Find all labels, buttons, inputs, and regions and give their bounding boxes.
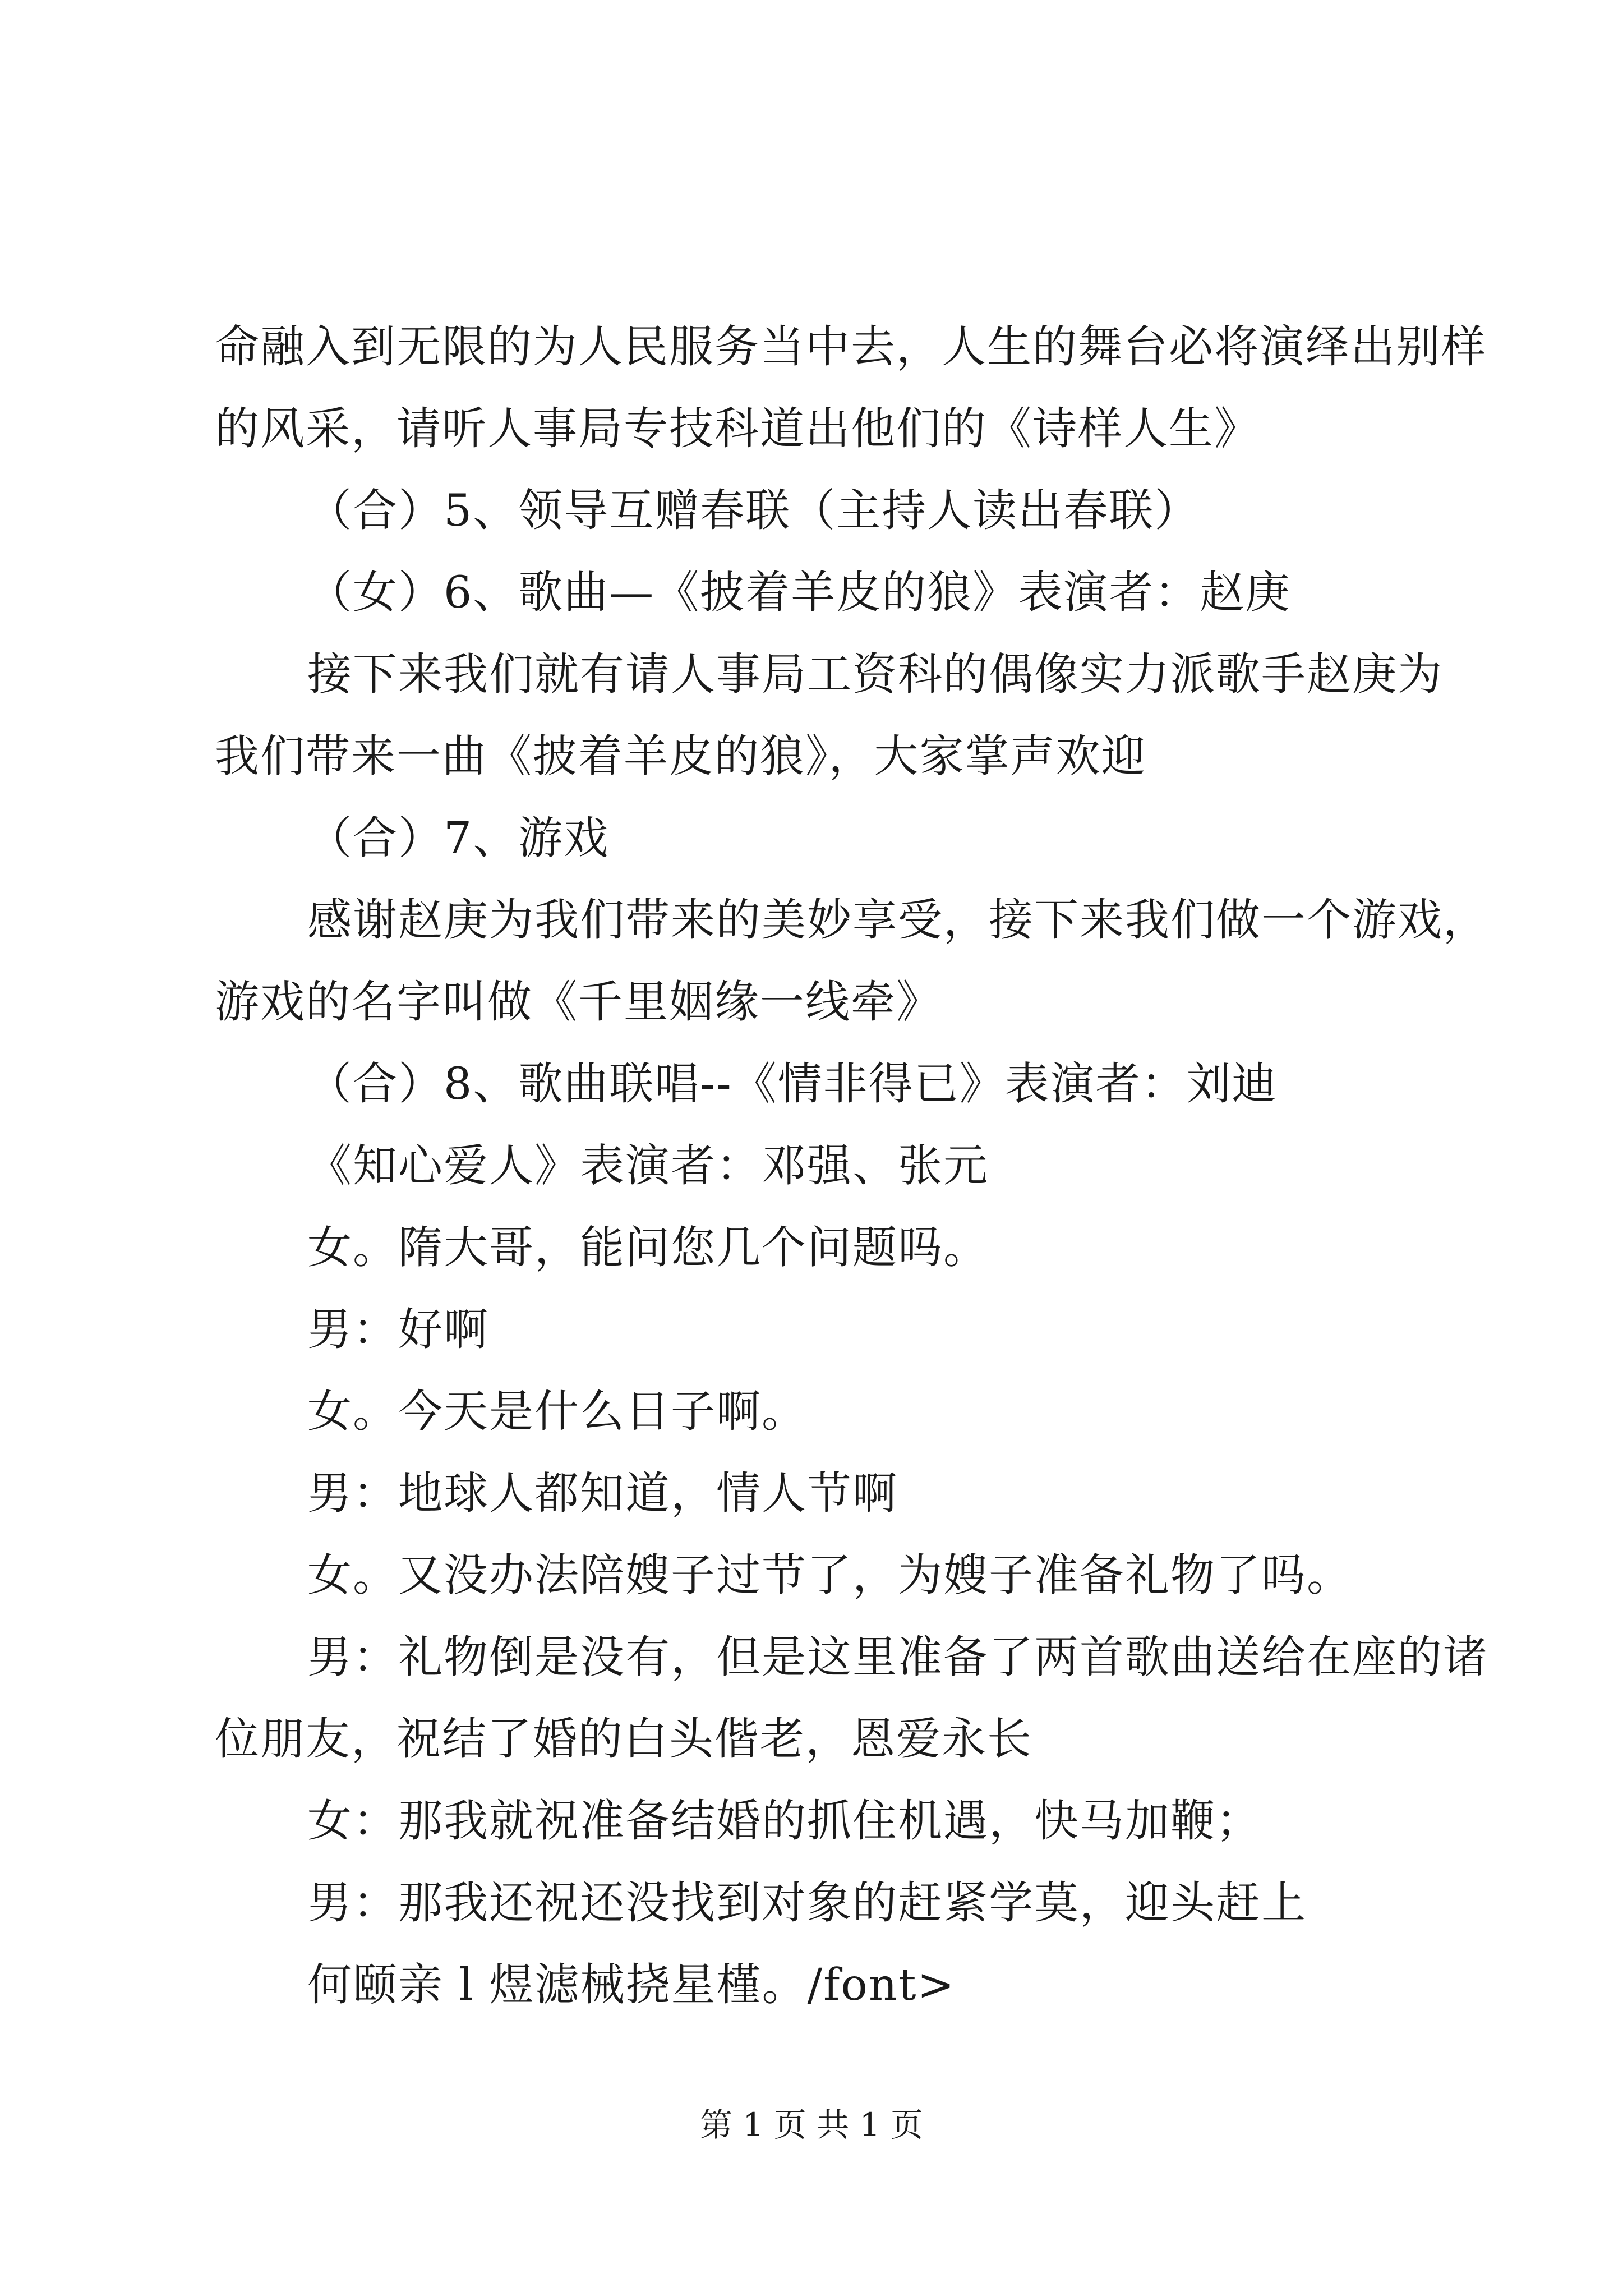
text-line: 我们带来一曲《披着羊皮的狼》，大家掌声欢迎 (215, 730, 1147, 782)
text-line: 感谢赵庚为我们带来的美妙享受，接下来我们做一个游戏， (307, 894, 1488, 946)
text-line: 女。又没办法陪嫂子过节了，为嫂子准备礼物了吗。 (307, 1549, 1352, 1601)
text-line: 的风采，请听人事局专技科道出他们的《诗样人生》 (215, 403, 1260, 454)
text-line: （合）8、歌曲联唱--《情非得已》表演者：刘迪 (307, 1058, 1278, 1110)
text-line: 《知心爱人》表演者：邓强、张元 (307, 1140, 989, 1191)
text-line: 男：好啊 (307, 1304, 489, 1355)
text-line: （合）5、领导互赠春联（主持人读出春联） (307, 485, 1200, 536)
text-line: 游戏的名字叫做《千里姻缘一线牵》 (215, 976, 942, 1028)
text-line: （女）6、歌曲—《披着羊皮的狼》表演者：赵庚 (307, 567, 1291, 618)
text-line: （合）7、游戏 (307, 812, 610, 864)
text-line: 女。今天是什么日子啊。 (307, 1386, 807, 1437)
text-line: 命融入到无限的为人民服务当中去，人生的舞台必将演绎出别样 (215, 321, 1487, 372)
text-line: 位朋友，祝结了婚的白头偕老，恩爱永长 (215, 1713, 1032, 1765)
document-body (215, 306, 1488, 2026)
text-line: 女。隋大哥，能问您几个问题吗。 (307, 1222, 989, 1273)
text-line: 接下来我们就有请人事局工资科的偶像实力派歌手赵庚为 (307, 648, 1443, 700)
text-line: 男：地球人都知道，情人节啊 (307, 1467, 898, 1519)
text-line: 何颐亲 l 煜滤械挠星槿。/font> (307, 1959, 956, 2010)
text-line: 女：那我就祝准备结婚的抓住机遇，快马加鞭； (307, 1795, 1261, 1847)
text-line: 男：礼物倒是没有，但是这里准备了两首歌曲送给在座的诸 (307, 1631, 1488, 1683)
text-line: 男：那我还祝还没找到对象的赶紧学莫，迎头赶上 (307, 1877, 1307, 1929)
page-footer: 第 1 页 共 1 页 (700, 2106, 923, 2144)
